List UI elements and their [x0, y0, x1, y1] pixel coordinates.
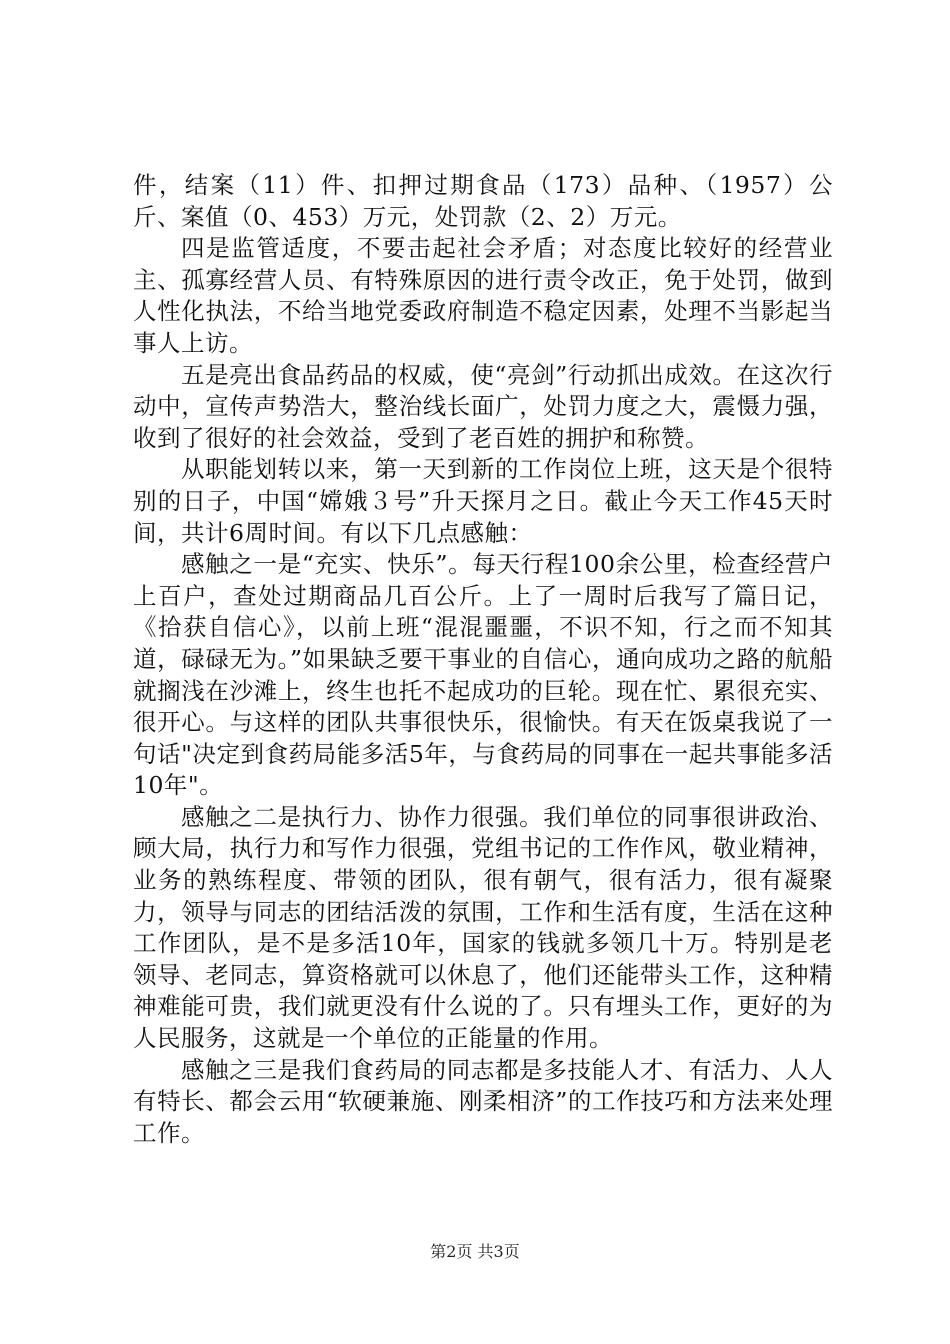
paragraph-case-statistics: 件，结案（11）件、扣押过期食品（173）品种、（1957）公斤、案值（0、453）万元，处罚款（2、2）万元。 — [133, 171, 833, 231]
paragraph-feeling-two: 感触之二是执行力、协作力很强。我们单位的同事很讲政治、顾大局，执行力和写作力很强，党组书记的工作作风，敬业精神，业务的熟练程度、带领的团队，很有朝气，很有活力，很有凝聚力，领导与同志的团结活泼的氛围，工作和生活有度，生活在这种工作团队，是不是多活10年，国家的钱就多领几十万。特别是老领导、老同志，算资格就可以休息了，他们还能带头工作，这种精神难能可贵，我们就更没有什么说的了。只有埋头工作，更好的为人民服务，这就是一个单位的正能量的作用。 — [133, 802, 833, 1053]
paragraph-since-transfer: 从职能划转以来，第一天到新的工作岗位上班，这天是个很特别的日子，中国“嫦娥３号”升天探月之日。截止今天工作45天时间，共计6周时间。有以下几点感触： — [133, 455, 833, 547]
paragraph-feeling-three: 感触之三是我们食药局的同志都是多技能人才、有活力、人人有特长、都会云用“软硬兼施、刚柔相济”的工作技巧和方法来处理工作。 — [133, 1055, 833, 1147]
document-body — [133, 170, 833, 1149]
paragraph-point-five: 五是亮出食品药品的权威，使“亮剑”行动抓出成效。在这次行动中，宣传声势浩大，整治线长面广，处罚力度之大，震慑力强，收到了很好的社会效益，受到了老百姓的拥护和称赞。 — [133, 360, 833, 452]
paragraph-feeling-one: 感触之一是“充实、快乐”。每天行程100余公里，检查经营户上百户，查处过期商品几百公斤。上了一周时后我写了篇日记，《拾获自信心》，以前上班“混混噩噩，不识不知，行之而不知其道，碌碌无为。”如果缺乏要干事业的自信心，通向成功之路的航船就搁浅在沙滩上，终生也托不起成功的巨轮。现在忙、累很充实、很开心。与这样的团队共事很快乐，很愉快。有天在饭桌我说了一句话"决定到食药局能多活5年，与食药局的同事在一起共事能多活10年"。 — [133, 550, 833, 800]
paragraph-point-four: 四是监管适度，不要击起社会矛盾；对态度比较好的经营业主、孤寡经营人员、有特殊原因的进行责令改正，免于处罚，做到人性化执法，不给当地党委政府制造不稳定因素，处理不当影起当事人上访。 — [133, 234, 833, 357]
page-number-footer: 第2页 共3页 — [430, 1242, 520, 1261]
